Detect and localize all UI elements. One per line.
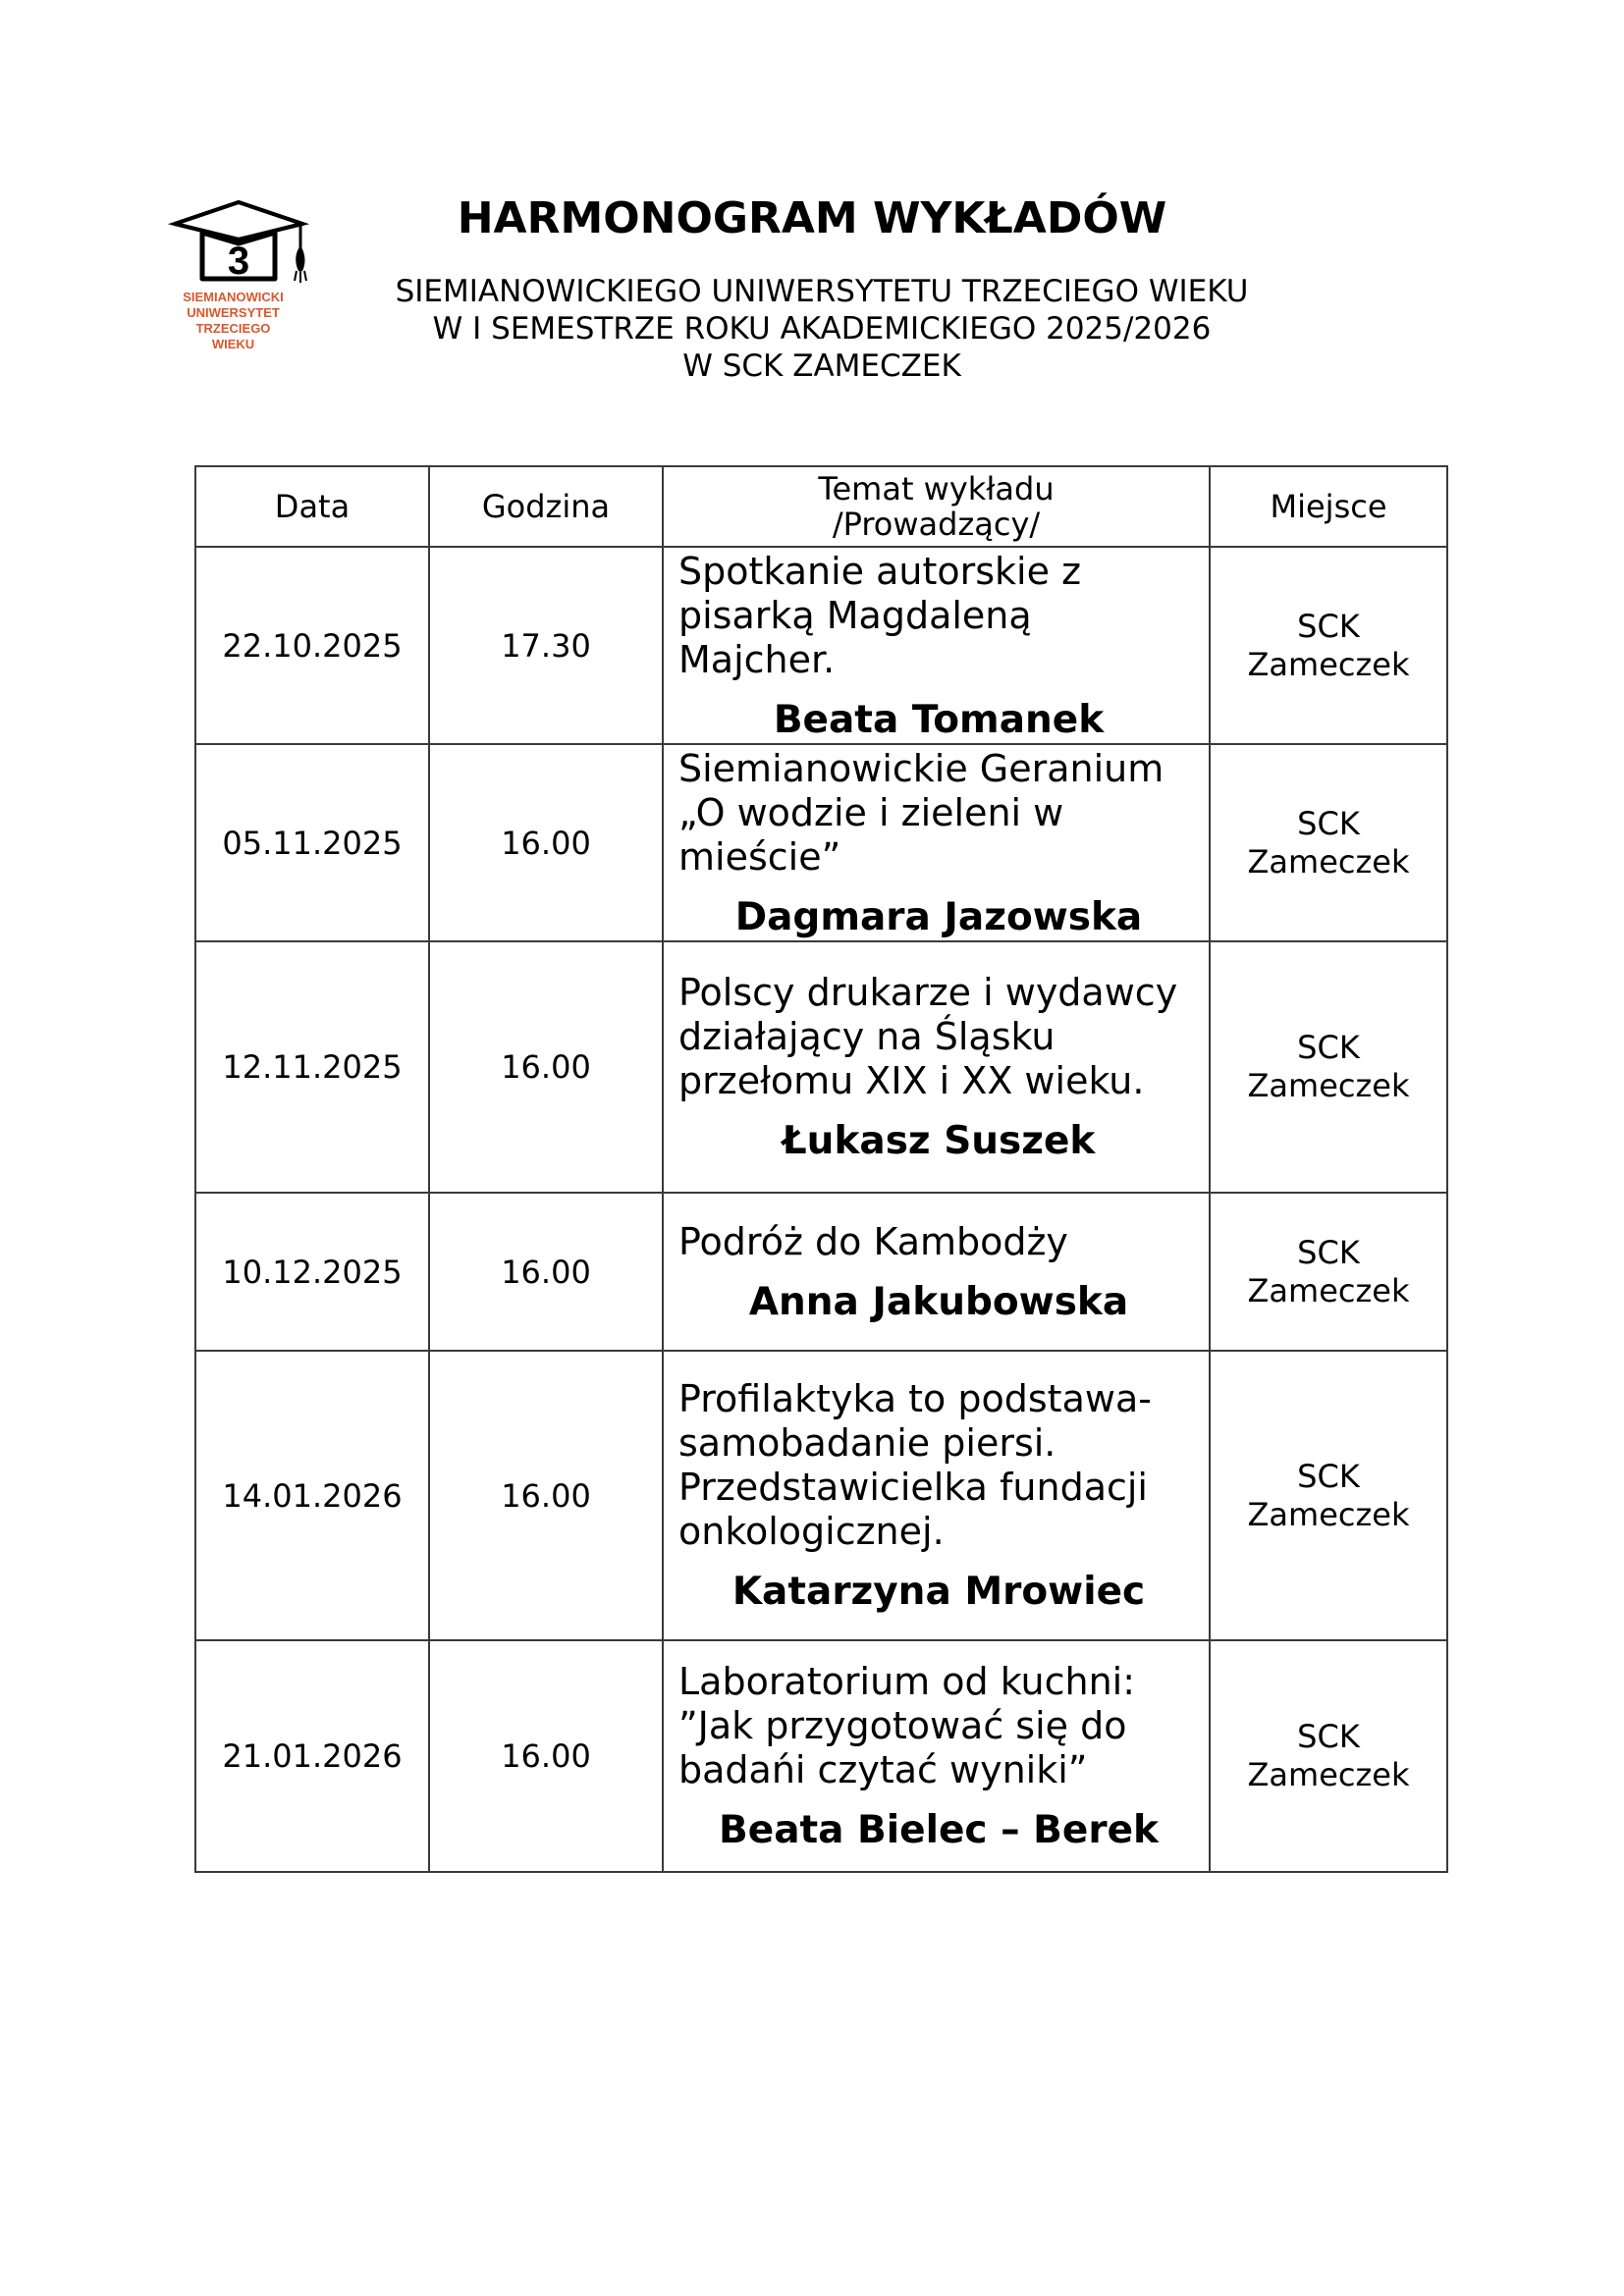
place-line: Zameczek — [1247, 842, 1410, 881]
logo-caption-line: UNIWERSYTET — [187, 305, 280, 320]
topic-line: działający na Śląsku — [678, 1015, 1056, 1058]
lecture-speaker: Beata Bielec – Berek — [719, 1808, 1159, 1852]
lecture-time: 16.00 — [429, 1193, 663, 1351]
lecture-topic-cell — [663, 1351, 1210, 1640]
logo-caption-line: WIEKU — [211, 337, 255, 351]
column-header-topic-line: /Prowadzący/ — [832, 506, 1041, 543]
place-line: Zameczek — [1247, 645, 1410, 683]
table-row — [195, 1640, 1447, 1872]
topic-line: przełomu XIX i XX wieku. — [678, 1059, 1145, 1102]
place-line: SCK — [1297, 1457, 1360, 1495]
lecture-date: 21.01.2026 — [195, 1640, 429, 1872]
topic-line: Profilaktyka to podstawa- — [678, 1377, 1152, 1420]
lecture-time: 16.00 — [429, 941, 663, 1193]
lecture-speaker: Dagmara Jazowska — [734, 894, 1143, 939]
lecture-topic-cell — [663, 941, 1210, 1193]
subtitle-line: W SCK ZAMECZEK — [682, 348, 961, 384]
lecture-topic — [678, 1220, 1199, 1264]
place-line: SCK — [1297, 1233, 1360, 1271]
lecture-place — [1210, 547, 1447, 744]
page-subtitle — [0, 273, 1624, 385]
table-row — [195, 744, 1447, 941]
lecture-topic — [678, 1660, 1199, 1792]
table-header-row — [195, 466, 1447, 547]
lecture-topic-cell — [663, 1640, 1210, 1872]
lecture-speaker: Anna Jakubowska — [748, 1279, 1129, 1324]
lecture-topic — [678, 1377, 1199, 1554]
place-line: SCK — [1297, 1718, 1360, 1755]
place-line: Zameczek — [1247, 1495, 1410, 1533]
topic-line: Przedstawicielka fundacji — [678, 1466, 1148, 1509]
logo-number: 3 — [227, 240, 250, 283]
topic-line: ”Jak przygotować się do — [678, 1704, 1127, 1747]
topic-line: pisarką Magdaleną — [678, 593, 1032, 637]
place-line: Zameczek — [1247, 1271, 1410, 1309]
table-row — [195, 941, 1447, 1193]
subtitle-line: W I SEMESTRZE ROKU AKADEMICKIEGO 2025/2026 — [432, 311, 1212, 347]
table-row — [195, 547, 1447, 744]
lecture-time: 16.00 — [429, 1351, 663, 1640]
lecture-speaker: Katarzyna Mrowiec — [731, 1570, 1146, 1614]
topic-line: Spotkanie autorskie z — [678, 549, 1082, 593]
lecture-topic — [678, 971, 1199, 1103]
topic-line: Podróż do Kambodży — [678, 1219, 1068, 1263]
lecture-place — [1210, 1193, 1447, 1351]
place-line: SCK — [1297, 1029, 1360, 1066]
lecture-time: 17.30 — [429, 547, 663, 744]
lecture-time: 16.00 — [429, 744, 663, 941]
lecture-date: 10.12.2025 — [195, 1193, 429, 1351]
place-line: Zameczek — [1247, 1756, 1410, 1793]
lecture-topic — [678, 550, 1199, 682]
lecture-date: 12.11.2025 — [195, 941, 429, 1193]
lecture-place — [1210, 941, 1447, 1193]
topic-line: Majcher. — [678, 637, 836, 681]
place-line: SCK — [1297, 804, 1360, 842]
column-header-date: Data — [195, 466, 429, 547]
topic-line: onkologicznej. — [678, 1510, 945, 1553]
table-row — [195, 1193, 1447, 1351]
lecture-date: 22.10.2025 — [195, 547, 429, 744]
lecture-topic-cell — [663, 1193, 1210, 1351]
page-title: HARMONOGRAM WYKŁADÓW — [457, 193, 1167, 243]
lecture-speaker: Beata Tomanek — [773, 697, 1105, 742]
topic-line: „O wodzie i zieleni w — [678, 790, 1064, 834]
place-line: Zameczek — [1247, 1067, 1410, 1104]
subtitle-line: SIEMIANOWICKIEGO UNIWERSYTETU TRZECIEGO WIEKU — [395, 274, 1249, 309]
column-header-topic — [663, 466, 1210, 547]
logo-caption-line: TRZECIEGO — [195, 321, 271, 336]
lecture-place — [1210, 1351, 1447, 1640]
column-header-place: Miejsce — [1210, 466, 1447, 547]
lecture-date: 05.11.2025 — [195, 744, 429, 941]
lecture-topic-cell — [663, 547, 1210, 744]
lecture-schedule-table — [194, 465, 1448, 1873]
lecture-topic — [678, 747, 1199, 880]
lecture-date: 14.01.2026 — [195, 1351, 429, 1640]
lecture-place — [1210, 1640, 1447, 1872]
topic-line: Polscy drukarze i wydawcy — [678, 971, 1178, 1014]
logo-caption-line: SIEMIANOWICKI — [183, 290, 284, 304]
column-header-time: Godzina — [429, 466, 663, 547]
place-line: SCK — [1297, 607, 1360, 645]
column-header-topic-line: Temat wykładu — [818, 470, 1055, 507]
topic-line: Laboratorium od kuchni: — [678, 1660, 1136, 1703]
table-row — [195, 1351, 1447, 1640]
lecture-place — [1210, 744, 1447, 941]
topic-line: mieście” — [678, 834, 841, 879]
topic-line: Siemianowickie Geranium — [678, 746, 1164, 790]
topic-line: samobadanie piersi. — [678, 1421, 1056, 1465]
lecture-speaker: Łukasz Suszek — [782, 1119, 1096, 1163]
lecture-topic-cell — [663, 744, 1210, 941]
lecture-time: 16.00 — [429, 1640, 663, 1872]
topic-line: badańi czytać wyniki” — [678, 1748, 1088, 1791]
